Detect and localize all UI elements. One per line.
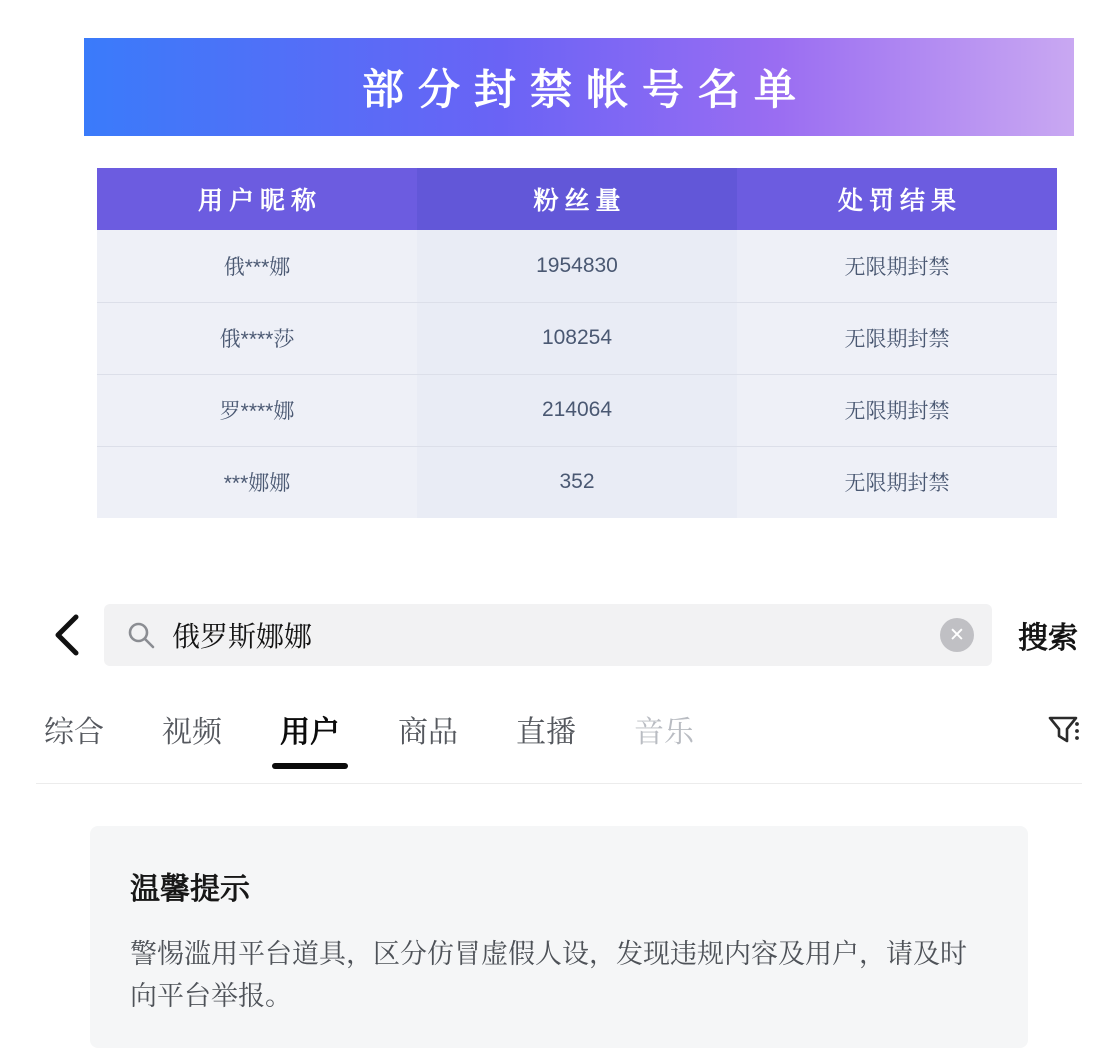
clear-icon[interactable]: ✕ xyxy=(940,618,974,652)
cell-result: 无限期封禁 xyxy=(737,302,1057,374)
cell-fans: 108254 xyxy=(417,302,737,374)
tab-zonghe[interactable]: 综合 xyxy=(44,716,104,749)
table-row xyxy=(97,374,1057,446)
search-input[interactable] xyxy=(104,604,992,666)
cell-result: 无限期封禁 xyxy=(737,374,1057,446)
tab-zhibo[interactable]: 直播 xyxy=(516,716,576,749)
filter-icon xyxy=(1046,711,1082,752)
tip-card xyxy=(90,826,1028,1048)
table-header-result: 处罚结果 xyxy=(737,168,1057,230)
cell-nickname: 俄***娜 xyxy=(97,230,417,302)
banned-accounts-table xyxy=(97,168,1057,518)
cell-fans: 352 xyxy=(417,446,737,518)
tab-yonghu[interactable]: 用户 xyxy=(280,707,340,763)
cell-fans: 214064 xyxy=(417,374,737,446)
chevron-left-icon xyxy=(50,612,84,658)
table-row xyxy=(97,446,1057,518)
tab-shangpin[interactable]: 商品 xyxy=(398,716,458,749)
tab-shipin[interactable]: 视频 xyxy=(162,716,222,749)
search-bar xyxy=(0,585,1118,685)
cell-fans: 1954830 xyxy=(417,230,737,302)
back-button[interactable] xyxy=(40,608,94,662)
cell-nickname: 罗****娜 xyxy=(97,374,417,446)
tab-bar xyxy=(0,690,1118,780)
search-input-value: 俄罗斯娜娜 xyxy=(172,621,313,652)
tab-divider xyxy=(36,783,1082,784)
cell-result: 无限期封禁 xyxy=(737,230,1057,302)
cell-result: 无限期封禁 xyxy=(737,446,1057,518)
tab-yinyue[interactable]: 音乐 xyxy=(634,716,694,749)
search-icon xyxy=(126,620,156,650)
table-header-nickname: 用户昵称 xyxy=(97,168,417,230)
table-row xyxy=(97,302,1057,374)
table-header-fans: 粉丝量 xyxy=(417,168,737,230)
table-row xyxy=(97,230,1057,302)
banner-gradient xyxy=(84,38,1074,136)
search-submit-button[interactable]: 搜索 xyxy=(1018,622,1078,655)
table-header-row xyxy=(97,168,1057,230)
tip-body: 警惕滥用平台道具，区分仿冒虚假人设，发现违规内容及用户，请及时向平台举报。 xyxy=(130,939,967,1011)
cell-nickname: ***娜娜 xyxy=(97,446,417,518)
tip-title: 温馨提示 xyxy=(130,873,250,906)
banner xyxy=(84,38,1074,136)
filter-button[interactable] xyxy=(1046,711,1082,760)
banner-title: 部分封禁帐号名单 xyxy=(361,66,810,113)
cell-nickname: 俄****莎 xyxy=(97,302,417,374)
